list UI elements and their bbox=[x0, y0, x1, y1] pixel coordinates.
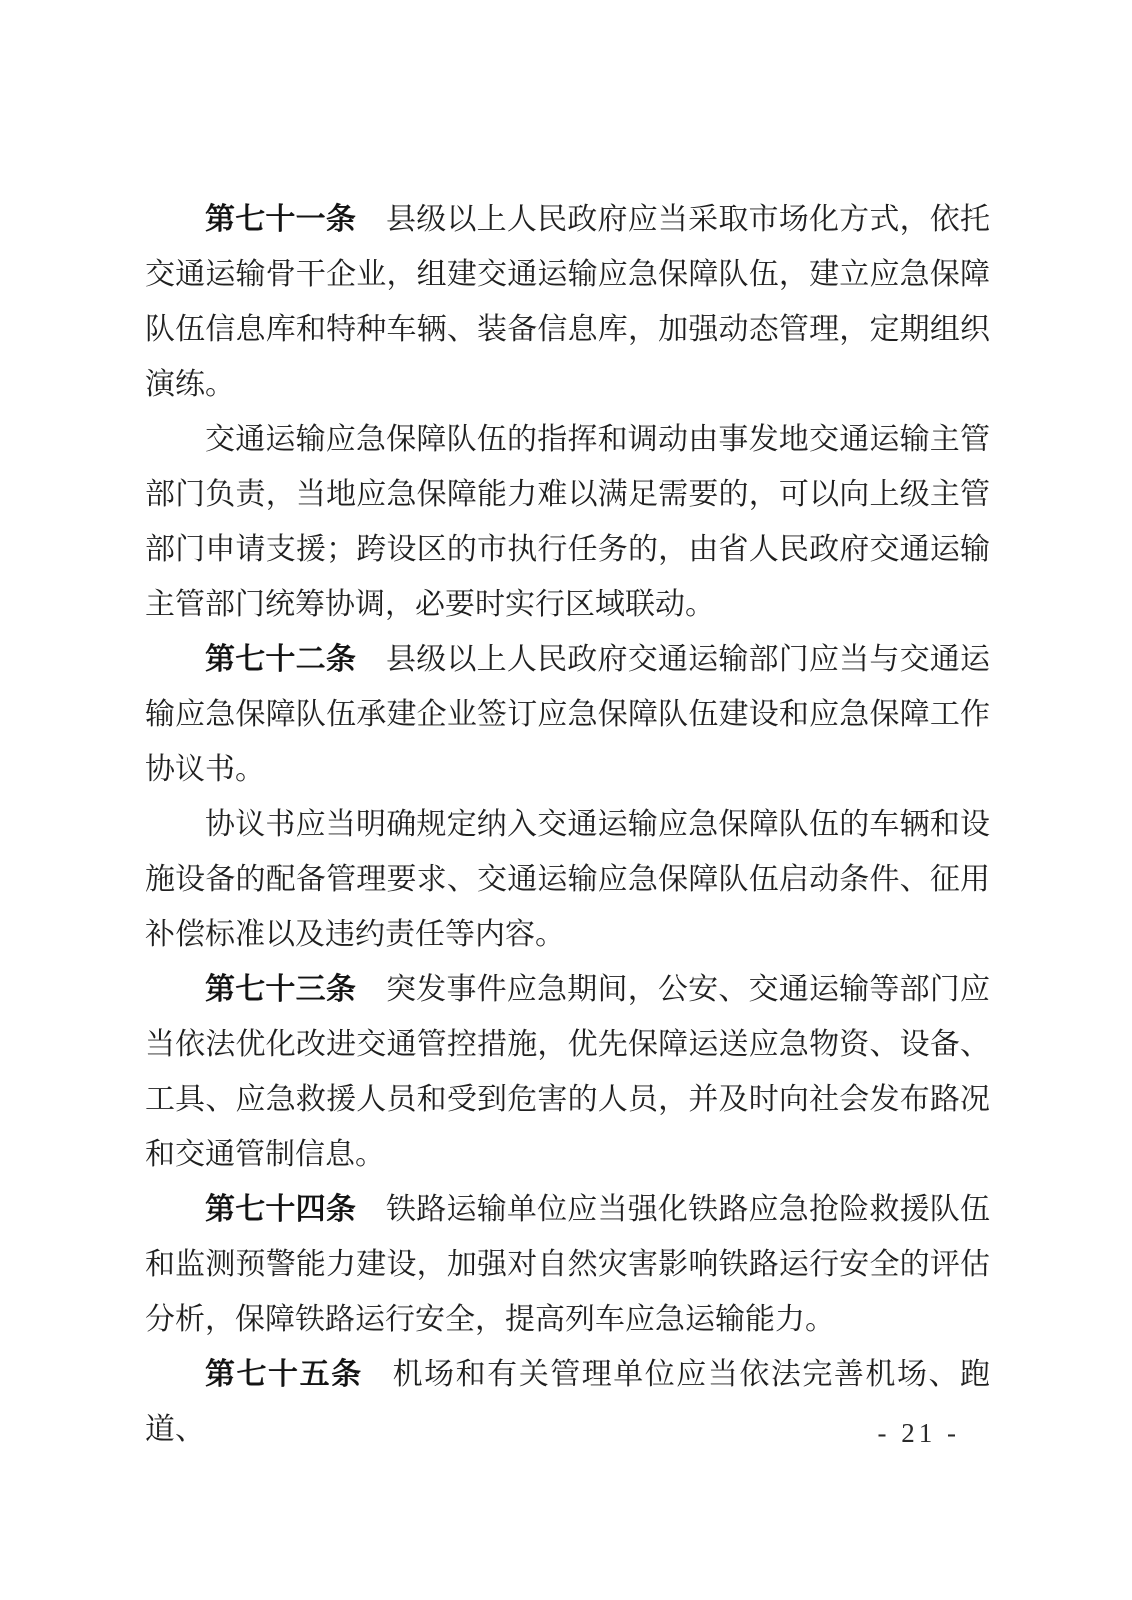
article-73-text: 突发事件应急期间，公安、交通运输等部门应当依法优化改进交通管控措施，优先保障运送应急物资、设备、工具、应急救援人员和受到危害的人员，并及时向社会发布路况和交通管制信息。 bbox=[145, 973, 991, 1171]
article-74-number: 第七十四条 bbox=[205, 1193, 357, 1226]
paragraph-article-73 bbox=[145, 962, 990, 1182]
paragraph-article-71-clause-2 bbox=[145, 412, 990, 632]
article-73-number: 第七十三条 bbox=[205, 973, 357, 1006]
article-71-number: 第七十一条 bbox=[205, 203, 357, 236]
article-72-number: 第七十二条 bbox=[205, 643, 357, 676]
article-71-clause-2-text: 交通运输应急保障队伍的指挥和调动由事发地交通运输主管部门负责，当地应急保障能力难以满足需要的，可以向上级主管部门申请支援；跨设区的市执行任务的，由省人民政府交通运输主管部门统筹协调，必要时实行区域联动。 bbox=[145, 423, 990, 621]
article-71-text: 县级以上人民政府应当采取市场化方式，依托交通运输骨干企业，组建交通运输应急保障队伍，建立应急保障队伍信息库和特种车辆、装备信息库，加强动态管理，定期组织演练。 bbox=[145, 203, 991, 401]
paragraph-article-71 bbox=[145, 192, 990, 412]
paragraph-article-72 bbox=[145, 632, 990, 797]
article-75-number: 第七十五条 bbox=[205, 1358, 363, 1391]
page-number: - 21 - bbox=[877, 1418, 960, 1448]
paragraph-article-72-clause-2 bbox=[145, 797, 990, 962]
article-74-text: 铁路运输单位应当强化铁路应急抢险救援队伍和监测预警能力建设，加强对自然灾害影响铁路运行安全的评估分析，保障铁路运行安全，提高列车应急运输能力。 bbox=[145, 1193, 991, 1336]
article-72-text: 县级以上人民政府交通运输部门应当与交通运输应急保障队伍承建企业签订应急保障队伍建设和应急保障工作协议书。 bbox=[145, 643, 991, 786]
article-75-text: 机场和有关管理单位应当依法完善机场、跑道、 bbox=[145, 1358, 991, 1446]
document-body bbox=[145, 192, 990, 1457]
paragraph-article-75 bbox=[145, 1347, 990, 1457]
paragraph-article-74 bbox=[145, 1182, 990, 1347]
article-72-clause-2-text: 协议书应当明确规定纳入交通运输应急保障队伍的车辆和设施设备的配备管理要求、交通运输应急保障队伍启动条件、征用补偿标准以及违约责任等内容。 bbox=[145, 808, 990, 951]
